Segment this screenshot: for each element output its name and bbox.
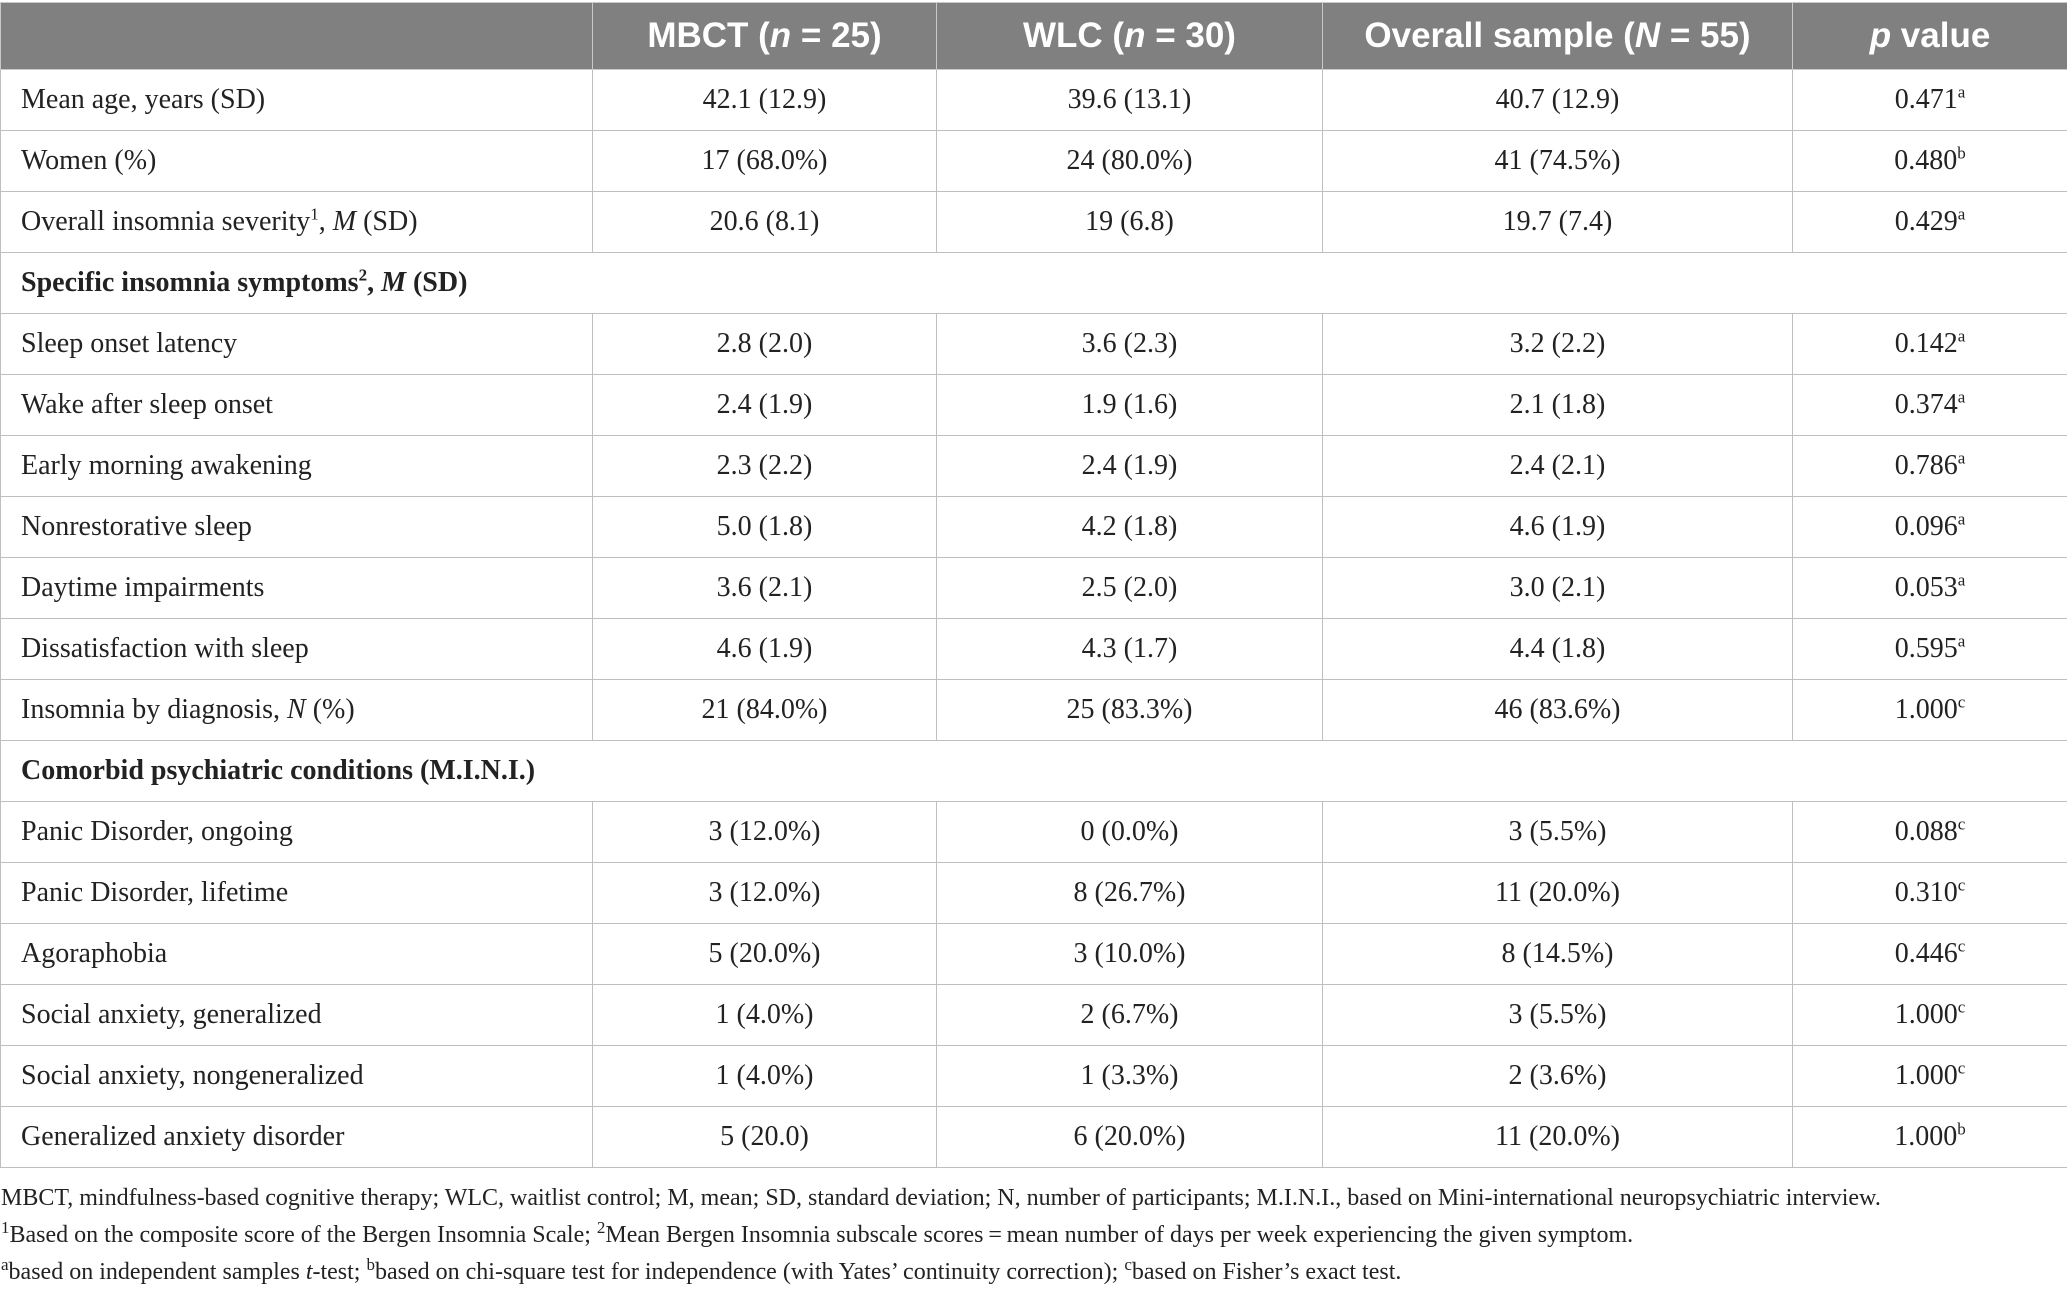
cell-overall: 3.0 (2.1)	[1323, 558, 1793, 619]
table-row	[1, 802, 2067, 863]
cell-mbct: 4.6 (1.9)	[593, 619, 937, 680]
footnote-1-2: $^1$Based on the composite score of the Bergen Insomnia Scale; $^2$Mean Bergen Insomnia subscale scores = mean number of days per week experiencing the given symptom.	[1, 1218, 1634, 1248]
cell-p-value: 1.000$^c$	[1793, 985, 2067, 1046]
cell-overall: 2 (3.6%)	[1323, 1046, 1793, 1107]
cell-mbct: 2.8 (2.0)	[593, 314, 937, 375]
cell-wlc: 24 (80.0%)	[937, 131, 1323, 192]
cell-wlc: 0 (0.0%)	[937, 802, 1323, 863]
cell-mbct: 5 (20.0%)	[593, 924, 937, 985]
cell-wlc: 3.6 (2.3)	[937, 314, 1323, 375]
row-label: Panic Disorder, ongoing	[1, 802, 593, 863]
cell-wlc: 2 (6.7%)	[937, 985, 1323, 1046]
cell-wlc: 1 (3.3%)	[937, 1046, 1323, 1107]
cell-p-value: 1.000$^b$	[1793, 1107, 2067, 1168]
cell-p-value: 0.374$^a$	[1793, 375, 2067, 436]
table-row	[1, 619, 2067, 680]
row-label: Insomnia by diagnosis, N (%)	[1, 680, 593, 741]
row-label: Panic Disorder, lifetime	[1, 863, 593, 924]
header-label-column	[1, 3, 593, 70]
row-label: Mean age, years (SD)	[1, 70, 593, 131]
cell-wlc: 6 (20.0%)	[937, 1107, 1323, 1168]
row-label: Generalized anxiety disorder	[1, 1107, 593, 1168]
cell-overall: 8 (14.5%)	[1323, 924, 1793, 985]
cell-mbct: 3 (12.0%)	[593, 802, 937, 863]
table-row	[1, 924, 2067, 985]
cell-mbct: 42.1 (12.9)	[593, 70, 937, 131]
cell-overall: 3 (5.5%)	[1323, 985, 1793, 1046]
table-row	[1, 131, 2067, 192]
cell-wlc: 3 (10.0%)	[937, 924, 1323, 985]
table-row	[1, 985, 2067, 1046]
section-row	[1, 253, 2067, 314]
table-row	[1, 1107, 2067, 1168]
header-p-value: p value	[1793, 3, 2067, 70]
cell-wlc: 39.6 (13.1)	[937, 70, 1323, 131]
row-label: Overall insomnia severity$^1$, M (SD)	[1, 192, 593, 253]
row-label: Sleep onset latency	[1, 314, 593, 375]
table-row	[1, 436, 2067, 497]
table-row	[1, 863, 2067, 924]
cell-mbct: 2.3 (2.2)	[593, 436, 937, 497]
cell-wlc: 1.9 (1.6)	[937, 375, 1323, 436]
table-row	[1, 1046, 2067, 1107]
cell-mbct: 5 (20.0)	[593, 1107, 937, 1168]
cell-p-value: 1.000$^c$	[1793, 1046, 2067, 1107]
cell-p-value: 0.429$^a$	[1793, 192, 2067, 253]
cell-p-value: 0.053$^a$	[1793, 558, 2067, 619]
row-label: Social anxiety, nongeneralized	[1, 1046, 593, 1107]
table-row	[1, 314, 2067, 375]
cell-overall: 4.4 (1.8)	[1323, 619, 1793, 680]
cell-mbct: 2.4 (1.9)	[593, 375, 937, 436]
cell-p-value: 0.595$^a$	[1793, 619, 2067, 680]
cell-wlc: 19 (6.8)	[937, 192, 1323, 253]
row-label: Early morning awakening	[1, 436, 593, 497]
cell-mbct: 1 (4.0%)	[593, 1046, 937, 1107]
table-row	[1, 680, 2067, 741]
cell-mbct: 3 (12.0%)	[593, 863, 937, 924]
cell-p-value: 0.786$^a$	[1793, 436, 2067, 497]
cell-p-value: 0.471$^a$	[1793, 70, 2067, 131]
cell-mbct: 17 (68.0%)	[593, 131, 937, 192]
cell-wlc: 25 (83.3%)	[937, 680, 1323, 741]
header-mbct: MBCT (n = 25)	[593, 3, 937, 70]
cell-wlc: 2.4 (1.9)	[937, 436, 1323, 497]
cell-p-value: 0.142$^a$	[1793, 314, 2067, 375]
cell-overall: 3.2 (2.2)	[1323, 314, 1793, 375]
cell-mbct: 21 (84.0%)	[593, 680, 937, 741]
header-row	[1, 3, 2067, 70]
cell-p-value: 0.446$^c$	[1793, 924, 2067, 985]
cell-mbct: 20.6 (8.1)	[593, 192, 937, 253]
cell-p-value: 0.096$^a$	[1793, 497, 2067, 558]
table-footnotes	[0, 1180, 2067, 1291]
cell-wlc: 8 (26.7%)	[937, 863, 1323, 924]
cell-overall: 2.4 (2.1)	[1323, 436, 1793, 497]
table-row	[1, 70, 2067, 131]
table-row	[1, 375, 2067, 436]
section-row	[1, 741, 2067, 802]
cell-overall: 11 (20.0%)	[1323, 863, 1793, 924]
cell-overall: 41 (74.5%)	[1323, 131, 1793, 192]
cell-mbct: 1 (4.0%)	[593, 985, 937, 1046]
cell-overall: 3 (5.5%)	[1323, 802, 1793, 863]
table-row	[1, 497, 2067, 558]
row-label: Daytime impairments	[1, 558, 593, 619]
row-label: Social anxiety, generalized	[1, 985, 593, 1046]
cell-overall: 11 (20.0%)	[1323, 1107, 1793, 1168]
section-heading: Comorbid psychiatric conditions (M.I.N.I.)	[1, 741, 2067, 802]
cell-p-value: 0.480$^b$	[1793, 131, 2067, 192]
row-label: Women (%)	[1, 131, 593, 192]
cell-p-value: 0.088$^c$	[1793, 802, 2067, 863]
demographics-table	[0, 2, 2067, 1168]
section-heading: Specific insomnia symptoms$^2$, M (SD)	[1, 253, 2067, 314]
footnote-abbreviations: MBCT, mindfulness-based cognitive therapy; WLC, waitlist control; M, mean; SD, standard deviation; N, number of participants; M.I.N.I., based on Mini-international neuropsychiatric interview.	[1, 1185, 1881, 1211]
cell-overall: 4.6 (1.9)	[1323, 497, 1793, 558]
header-overall: Overall sample (N = 55)	[1323, 3, 1793, 70]
cell-wlc: 4.2 (1.8)	[937, 497, 1323, 558]
row-label: Agoraphobia	[1, 924, 593, 985]
cell-p-value: 1.000$^c$	[1793, 680, 2067, 741]
row-label: Wake after sleep onset	[1, 375, 593, 436]
table-row	[1, 558, 2067, 619]
cell-overall: 46 (83.6%)	[1323, 680, 1793, 741]
cell-mbct: 3.6 (2.1)	[593, 558, 937, 619]
cell-wlc: 2.5 (2.0)	[937, 558, 1323, 619]
cell-mbct: 5.0 (1.8)	[593, 497, 937, 558]
table-row	[1, 192, 2067, 253]
cell-wlc: 4.3 (1.7)	[937, 619, 1323, 680]
footnote-tests: $^a$based on independent samples t-test; $^b$based on chi-square test for independence (with Yates’ continuity correction); $^c$based on Fisher’s exact test.	[1, 1255, 1402, 1285]
cell-overall: 2.1 (1.8)	[1323, 375, 1793, 436]
header-wlc: WLC (n = 30)	[937, 3, 1323, 70]
cell-overall: 19.7 (7.4)	[1323, 192, 1793, 253]
cell-p-value: 0.310$^c$	[1793, 863, 2067, 924]
row-label: Nonrestorative sleep	[1, 497, 593, 558]
cell-overall: 40.7 (12.9)	[1323, 70, 1793, 131]
row-label: Dissatisfaction with sleep	[1, 619, 593, 680]
